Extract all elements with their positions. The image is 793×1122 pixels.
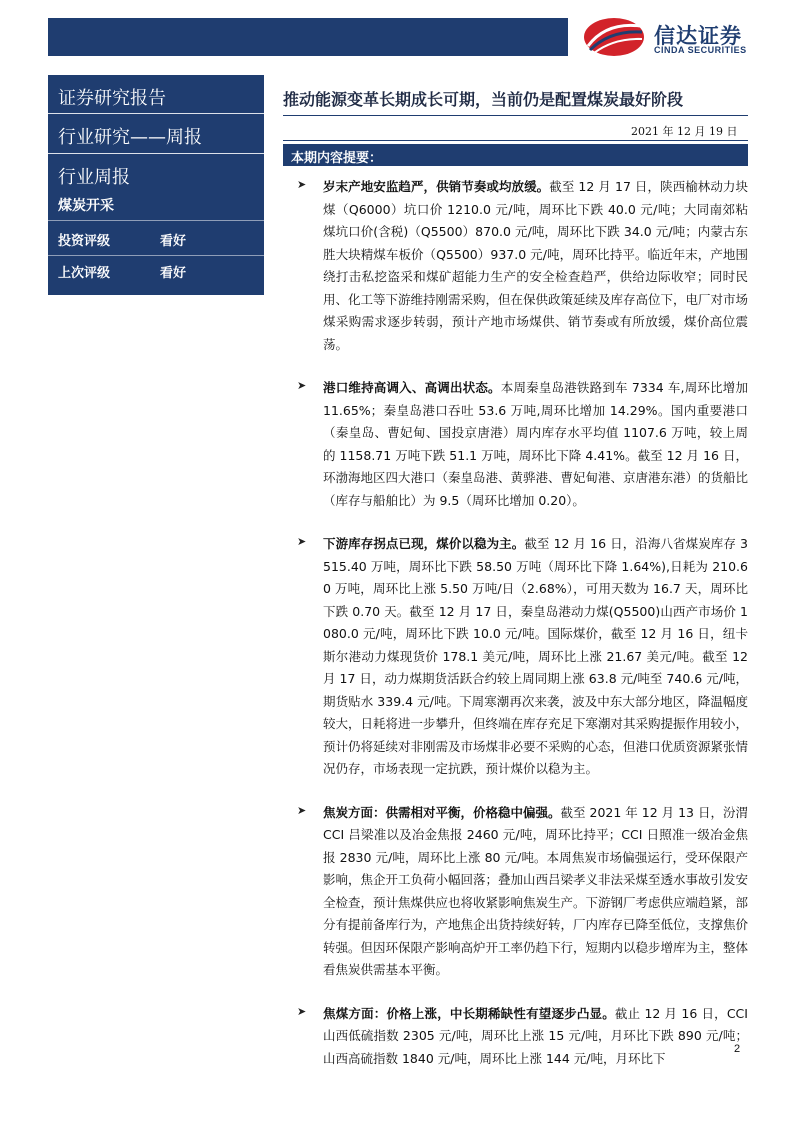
summary-list — [283, 176, 748, 1091]
summary-item — [283, 1003, 748, 1071]
arrow-bullet-icon: ➤ — [297, 535, 307, 548]
summary-item — [283, 533, 748, 781]
sidebar-divider — [48, 255, 264, 256]
item-title: 焦煤方面：价格上涨，中长期稀缺性有望逐步凸显。 — [323, 1005, 615, 1021]
summary-item — [283, 377, 748, 512]
summary-title: 本期内容提要： — [291, 151, 383, 166]
item-body: 截至 12 月 17 日，陕西榆林动力块煤（Q6000）坑口价 1210.0 元/吨，周环比下跌 40.0 元/吨；大同南郊粘煤坑口价(含税)（Q5500）870.0 元/吨，周环比下跌 34.0 元/吨；内蒙古东胜大块精煤车板价（Q5500）937.0 元/吨，周环比持平。临近年末，产地围绕打击私挖盗采和煤矿超能力生产的安全检查趋严，供给边际收窄；同时民用、化工等下游维持刚需采购，但在保供政策延续及库存高位下，电厂对市场煤采购需求逐步转弱，预计产地市场煤供、销节奏或有所放缓，煤价高位震荡。 — [323, 179, 749, 352]
page-number: 2 — [734, 1043, 741, 1055]
summary-paragraph — [323, 1003, 748, 1071]
sidebar-panel — [48, 75, 264, 295]
sidebar-divider — [48, 220, 264, 221]
arrow-bullet-icon: ➤ — [297, 1004, 307, 1018]
item-title: 下游库存拐点已现，煤价以稳为主。 — [323, 536, 525, 551]
logo-text-cn: 信达证券 — [654, 24, 742, 48]
report-type: 证券研究报告 — [58, 88, 166, 109]
summary-item — [283, 802, 748, 982]
item-body: 截止 12 月 16 日，CCI 山西低硫指数 2305 元/吨，周环比上涨 15 元/吨，月环比下跌 890 元/吨；山西高硫指数 1840 元/吨，周环比上涨 144 元/吨，月环比下 — [323, 1005, 748, 1066]
rating-label: 投资评级 — [58, 234, 111, 249]
sidebar-divider — [48, 153, 264, 154]
report-headline: 推动能源变革长期成长可期，当前仍是配置煤炭最好阶段 — [283, 90, 684, 109]
summary-paragraph — [323, 533, 748, 781]
summary-paragraph — [323, 176, 748, 356]
summary-item — [283, 176, 748, 356]
header-bar — [48, 18, 568, 56]
logo-text-en: CINDA SECURITIES — [654, 45, 747, 55]
arrow-bullet-icon: ➤ — [297, 379, 307, 392]
report-date: 2021 年 12 月 19 日 — [631, 125, 738, 138]
summary-paragraph — [323, 802, 748, 982]
item-title: 焦炭方面：供需相对平衡，价格稳中偏强。 — [323, 804, 561, 820]
report-sub: 行业周报 — [58, 167, 130, 188]
item-title: 港口维持高调入、高调出状态。 — [323, 380, 501, 395]
item-title: 岁末产地安监趋严，供销节奏或均放缓。 — [323, 179, 550, 194]
item-body: 截至 12 月 16 日，沿海八省煤炭库存 3515.40 万吨，周环比下跌 58.50 万吨（周环比下降 1.64%),日耗为 210.60 万吨，周环比上涨 5.50 万吨/日（2.68%），可用天数为 16.7 天，周环比下跌 0.70 天。截至 12 月 17 日，秦皇岛港动力煤(Q5500)山西产市场价 1080.0 元/吨，周环比下跌 10.0 元/吨。国际煤价，截至 12 月 16 日，纽卡斯尔港动力煤现货价 178.1 美元/吨，周环比上涨 21.67 美元/吨。截至 12 月 17 日，动力煤期货活跃合约较上周同期上涨 63.8 元/吨至 740.6 元/吨，期货贴水 339.4 元/吨。下周寒潮再次来袭，波及中东大部分地区，降温幅度较大，日耗将进一步攀升，但终端在库存充足下寒潮对其采购提振作用较小，预计仍将延续对非刚需及市场煤非必要不采购的心态，但港口优质资源紧张情况仍存，市场表现一定抗跌，预计煤价以稳为主。 — [323, 536, 749, 776]
date-rule — [283, 140, 748, 141]
prev-rating-label: 上次评级 — [58, 266, 111, 281]
report-class: 行业研究——周报 — [58, 127, 202, 148]
cinda-logo — [582, 16, 772, 58]
arrow-bullet-icon: ➤ — [297, 803, 307, 817]
rating-value: 看好 — [160, 234, 187, 249]
item-body: 本周秦皇岛港铁路到车 7334 车,周环比增加 11.65%；秦皇岛港口吞吐 53.6 万吨,周环比增加 14.29%。国内重要港口（秦皇岛、曹妃甸、国投京唐港）周内库存水平均值 1107.6 万吨，较上周的 1158.71 万吨下跌 51.1 万吨，周环比下降 4.41%。截至 12 月 16 日，环渤海地区四大港口（秦皇岛港、黄骅港、曹妃甸港、京唐港东港）的货船比（库存与船舶比）为 9.5（周环比增加 0.20）。 — [323, 380, 749, 508]
headline-rule — [283, 115, 748, 116]
cinda-logo-icon — [582, 16, 646, 58]
summary-paragraph — [323, 377, 748, 512]
industry-name: 煤炭开采 — [58, 198, 114, 214]
arrow-bullet-icon: ➤ — [297, 178, 307, 191]
prev-rating-value: 看好 — [160, 266, 187, 281]
item-body: 截至 2021 年 12 月 13 日，汾渭 CCI 吕梁准以及冶金焦报 2460 元/吨，周环比持平；CCI 日照准一级冶金焦报 2830 元/吨，周环比上涨 80 元/吨。本周焦炭市场偏强运行，受环保限产影响，焦企开工负荷小幅回落；叠加山西吕梁孝义非法采煤至透水事故引发安全检查，预计焦煤供应也将收紧影响焦炭生产。下游钢厂考虑供应端趋紧，部分有提前备库行为，产地焦企出货持续好转，厂内库存已降至低位，支撑焦价转强。但因环保限产影响高炉开工率仍趋下行，短期内以稳步增库为主，整体看焦炭供需基本平衡。 — [323, 804, 749, 977]
summary-bar — [283, 144, 748, 166]
sidebar-divider — [48, 113, 264, 114]
